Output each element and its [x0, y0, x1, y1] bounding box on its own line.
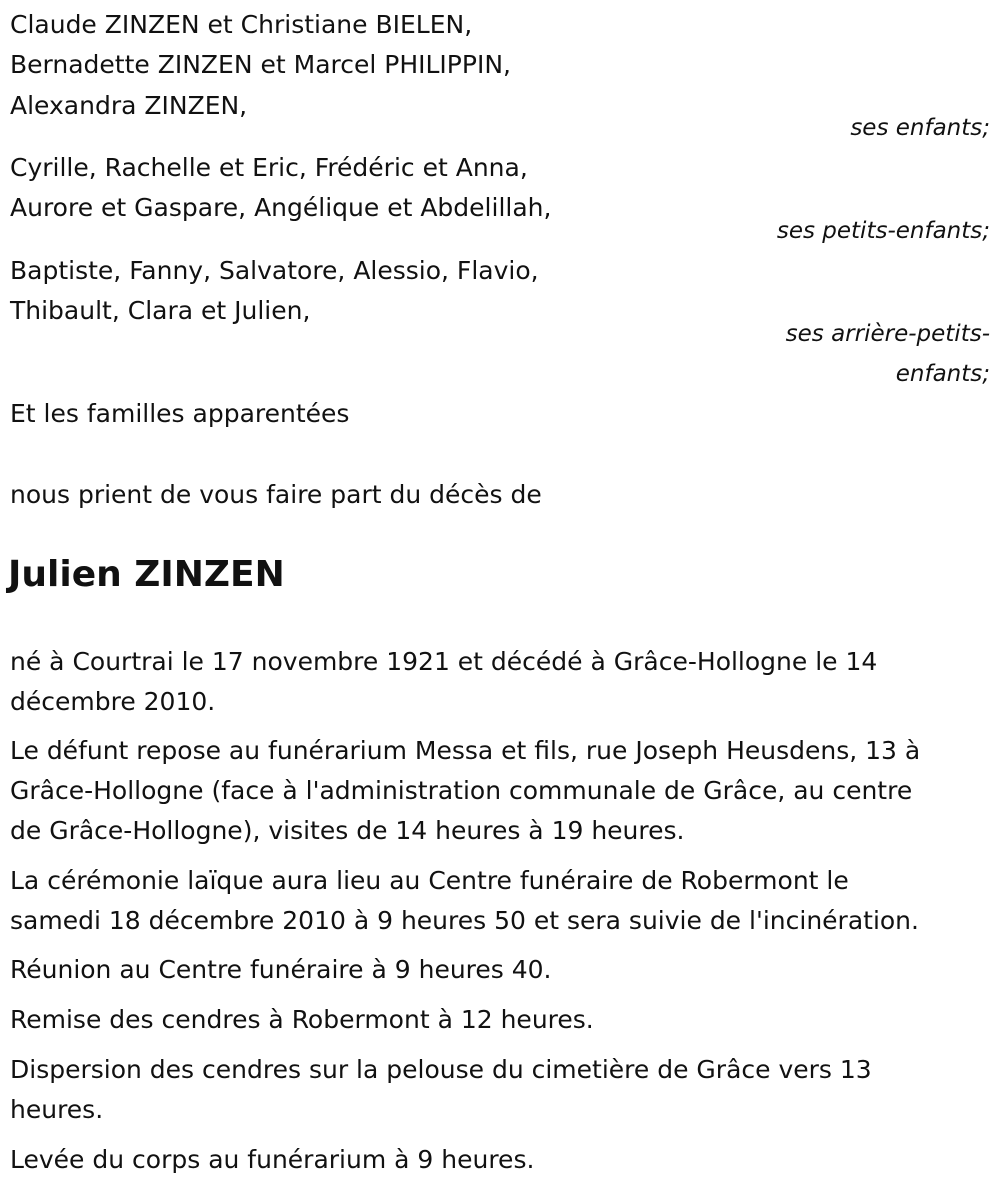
relatives-line: Et les familles apparentées [10, 399, 350, 428]
ashes-handover-line: Remise des cendres à Robermont à 12 heures. [10, 1005, 594, 1034]
grandchildren-role: ses petits-enfants; [776, 218, 990, 244]
ashes-dispersal-line-1: Dispersion des cendres sur la pelouse du cimetière de Grâce vers 13 [10, 1055, 872, 1084]
ceremony-line-1: La cérémonie laïque aura lieu au Centre funéraire de Robermont le [10, 866, 849, 895]
grandchildren-line-2: Aurore et Gaspare, Angélique et Abdelillah, [10, 193, 552, 222]
greatgrandchildren-role-line-2: enfants; [895, 361, 990, 387]
grandchildren-line-1: Cyrille, Rachelle et Eric, Frédéric et Anna, [10, 153, 528, 182]
deceased-name: Julien ZINZEN [8, 554, 285, 595]
birth-death-line-2: décembre 2010. [10, 687, 216, 716]
funeral-home-line-3: de Grâce-Hollogne), visites de 14 heures à 19 heures. [10, 816, 685, 845]
children-line-3: Alexandra ZINZEN, [10, 91, 248, 120]
birth-death-line-1: né à Courtrai le 17 novembre 1921 et décédé à Grâce-Hollogne le 14 [10, 647, 878, 676]
greatgrandchildren-role-line-1: ses arrière-petits- [785, 321, 990, 347]
greatgrandchildren-line-2: Thibault, Clara et Julien, [10, 296, 311, 325]
children-role: ses enfants; [850, 115, 990, 141]
meeting-line: Réunion au Centre funéraire à 9 heures 40. [10, 955, 552, 984]
funeral-home-line-2: Grâce-Hollogne (face à l'administration communale de Grâce, au centre [10, 776, 913, 805]
body-removal-line: Levée du corps au funérarium à 9 heures. [10, 1145, 535, 1174]
ashes-dispersal-line-2: heures. [10, 1095, 104, 1124]
children-line-2: Bernadette ZINZEN et Marcel PHILIPPIN, [10, 50, 511, 79]
ceremony-line-2: samedi 18 décembre 2010 à 9 heures 50 et sera suivie de l'incinération. [10, 906, 919, 935]
funeral-home-line-1: Le défunt repose au funérarium Messa et fils, rue Joseph Heusdens, 13 à [10, 736, 921, 765]
announcement-line: nous prient de vous faire part du décès de [10, 480, 542, 509]
greatgrandchildren-line-1: Baptiste, Fanny, Salvatore, Alessio, Flavio, [10, 256, 539, 285]
children-line-1: Claude ZINZEN et Christiane BIELEN, [10, 10, 473, 39]
